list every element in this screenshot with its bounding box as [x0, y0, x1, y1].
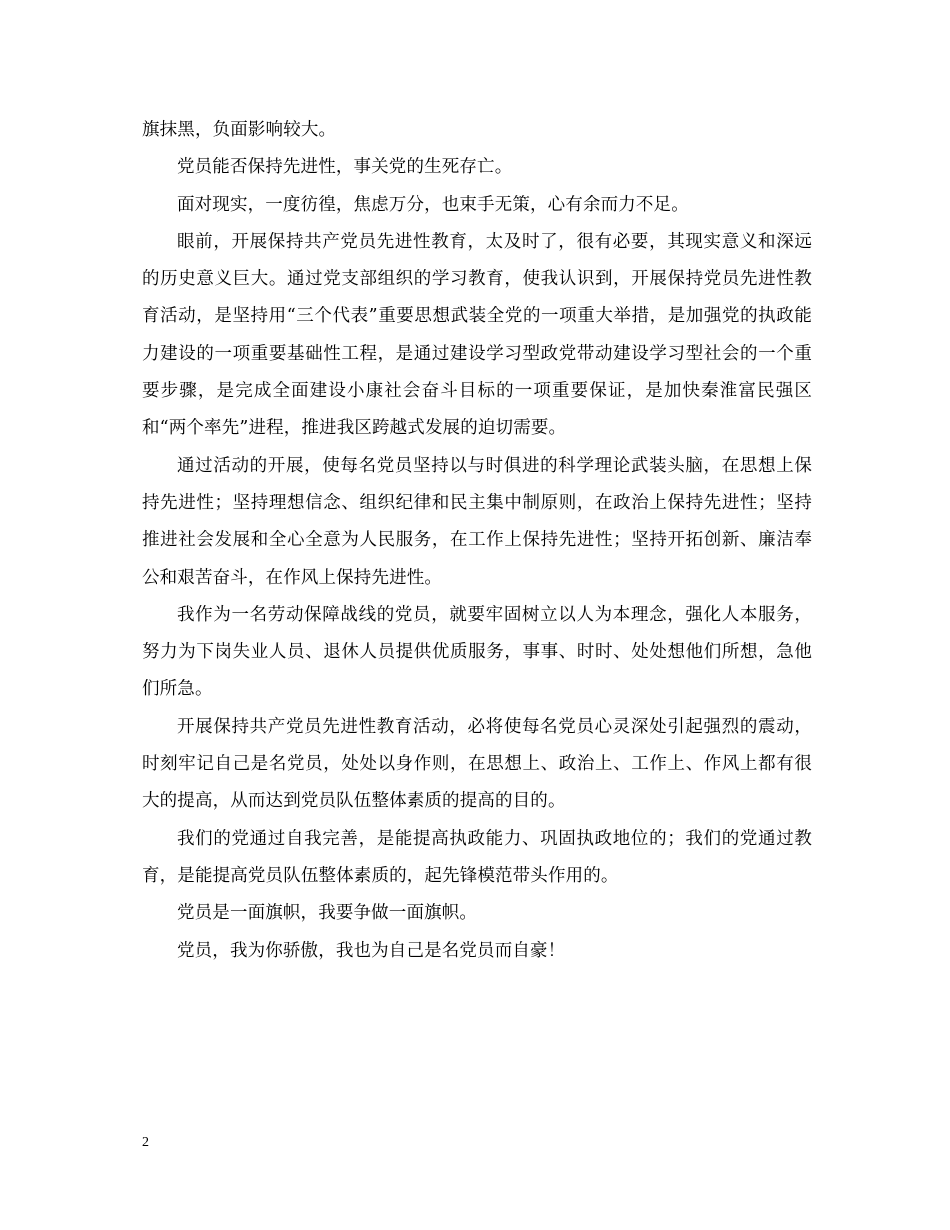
paragraph-5: 通过活动的开展，使每名党员坚持以与时俱进的科学理论武装头脑，在思想上保持先进性；坚持理想信念、组织纪律和民主集中制原则，在政治上保持先进性；坚持推进社会发展和全心全意为人民服务，在工作上保持先进性；坚持开拓创新、廉洁奉公和艰苦奋斗，在作风上保持先进性。	[142, 455, 812, 588]
page-number: 2	[142, 1135, 149, 1150]
paragraph-7: 开展保持共产党员先进性教育活动，必将使每名党员心灵深处引起强烈的震动，时刻牢记自己是名党员，处处以身作则，在思想上、政治上、工作上、作风上都有很大的提高，从而达到党员队伍整体素质的提高的目的。	[142, 716, 812, 812]
document-body	[142, 112, 812, 970]
paragraph-1: 旗抹黑，负面影响较大。	[142, 120, 337, 140]
paragraph-2: 党员能否保持先进性，事关党的生死存亡。	[177, 157, 513, 178]
paragraph-3: 面对现实，一度彷徨，焦虑万分，也束手无策，心有余而力不足。	[177, 194, 689, 215]
paragraph-6: 我作为一名劳动保障战线的党员，就要牢固树立以人为本理念，强化人本服务，努力为下岗失业人员、退休人员提供优质服务，事事、时时、处处想他们所想，急他们所急。	[142, 604, 812, 700]
paragraph-8: 我们的党通过自我完善，是能提高执政能力、巩固执政地位的；我们的党通过教育，是能提高党员队伍整体素质的，起先锋模范带头作用的。	[142, 828, 812, 886]
paragraph-9: 党员是一面旗帜，我要争做一面旗帜。	[177, 903, 478, 924]
paragraph-10: 党员，我为你骄傲，我也为自己是名党员而自豪！	[177, 940, 566, 961]
paragraph-4: 眼前，开展保持共产党员先进性教育，太及时了，很有必要，其现实意义和深远的历史意义巨大。通过党支部组织的学习教育，使我认识到，开展保持党员先进性教育活动，是坚持用“三个代表”重要思想武装全党的一项重大举措，是加强党的执政能力建设的一项重要基础性工程，是通过建设学习型政党带动建设学习型社会的一个重要步骤，是完成全面建设小康社会奋斗目标的一项重要保证，是加快秦淮富民强区和“两个率先”进程，推进我区跨越式发展的迫切需要。	[142, 231, 812, 439]
